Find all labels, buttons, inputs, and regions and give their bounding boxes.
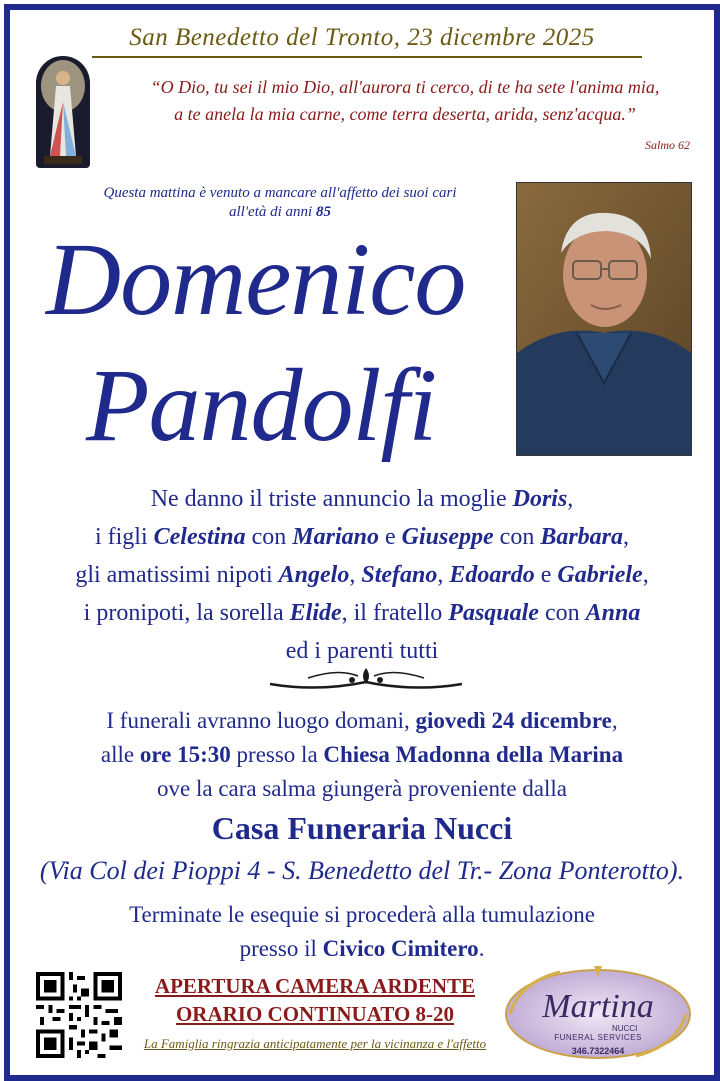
family-thanks: La Famiglia ringrazia anticipatamente per la vicinanza e l'affetto <box>143 1036 487 1051</box>
burial-details <box>10 898 714 966</box>
grandchild-name: Angelo <box>278 562 350 588</box>
intro-line-1: Questa mattina è venuto a mancare all'affetto dei suoi cari <box>103 185 457 201</box>
text: , <box>349 562 362 588</box>
header-rule <box>92 56 642 58</box>
church-name: Chiesa Madonna della Marina <box>323 742 624 767</box>
spouse-name: Mariano <box>292 524 380 550</box>
funeral-line-2 <box>10 738 714 772</box>
text: i figli <box>94 524 154 550</box>
text: presso il <box>239 936 323 961</box>
logo-services: FUNERAL SERVICES <box>554 1033 642 1042</box>
intro-age-prefix: all'età di anni <box>229 204 316 220</box>
funeral-details <box>10 704 714 806</box>
qr-code-icon[interactable] <box>36 972 122 1058</box>
text: con <box>493 524 541 550</box>
psalm-quote <box>110 74 700 128</box>
brother-name: Pasquale <box>448 600 539 626</box>
portrait-photo <box>516 182 692 456</box>
funeral-home-address: (Via Col dei Pioppi 4 - S. Benedetto del Tr.- Zona Ponterotto). <box>39 856 685 885</box>
quote-reference: Salmo 62 <box>645 138 690 152</box>
text: con <box>245 524 293 550</box>
spouse-name: Barbara <box>540 524 624 550</box>
grandchild-name: Gabriele <box>557 562 643 588</box>
funeral-home-name: Casa Funeraria Nucci <box>211 810 513 846</box>
funeral-time: ore 15:30 <box>139 742 231 767</box>
logo-name: Martina <box>542 988 654 1025</box>
divine-mercy-icon <box>36 56 90 168</box>
text: presso la <box>230 742 324 767</box>
text: , <box>623 524 630 550</box>
burial-line-2 <box>10 932 714 966</box>
child-name: Celestina <box>153 524 246 550</box>
viewing-line-1: APERTURA CAMERA ARDENTE <box>154 974 476 998</box>
text: alle <box>100 742 140 767</box>
quote-line-2: a te anela la mia carne, come terra deserta, arida, senz'acqua.” <box>174 104 636 124</box>
first-name: Domenico <box>46 222 466 337</box>
sister-name: Elide <box>289 600 342 626</box>
text: gli amatissimi nipoti <box>75 562 279 588</box>
text: , il fratello <box>341 600 449 626</box>
funeral-services-logo <box>500 962 696 1066</box>
text: , <box>642 562 649 588</box>
announcement-line-1 <box>10 480 714 518</box>
flourish-divider <box>268 664 464 698</box>
text: e <box>534 562 558 588</box>
viewing-line-2: ORARIO CONTINUATO 8-20 <box>175 1002 455 1026</box>
cemetery-name: Civico Cimitero <box>322 936 479 961</box>
funeral-line-1 <box>10 704 714 738</box>
sister-in-law-name: Anna <box>585 600 641 626</box>
child-name: Giuseppe <box>401 524 494 550</box>
funeral-line-3: ove la cara salma giungerà proveniente dalla <box>157 776 567 801</box>
grandchild-name: Edoardo <box>449 562 535 588</box>
grandchild-name: Stefano <box>361 562 438 588</box>
text: e <box>379 524 402 550</box>
announcement-line-5: ed i parenti tutti <box>285 638 439 664</box>
wife-name: Doris <box>512 486 568 512</box>
text: , <box>611 708 618 733</box>
text: Ne danno il triste annuncio la moglie <box>150 486 513 512</box>
funeral-date: giovedì 24 dicembre <box>415 708 612 733</box>
text: , <box>437 562 450 588</box>
burial-line-1: Terminate le esequie si procederà alla tumulazione <box>129 902 595 927</box>
text: i pronipoti, la sorella <box>83 600 290 626</box>
text: con <box>538 600 586 626</box>
announcement-line-3 <box>10 556 714 594</box>
viewing-hours <box>130 972 500 1028</box>
announcement-block <box>10 480 714 670</box>
last-name: Pandolfi <box>86 348 437 463</box>
announcement-line-2 <box>10 518 714 556</box>
obituary-notice <box>4 4 720 1081</box>
text: I funerali avranno luogo domani, <box>106 708 416 733</box>
text: . <box>478 936 485 961</box>
logo-phone: 346.7322464 <box>571 1046 625 1056</box>
text: , <box>567 486 574 512</box>
place-date: San Benedetto del Tronto, 23 dicembre 2025 <box>129 24 595 51</box>
intro-text <box>40 184 520 222</box>
logo-sub: NUCCI <box>612 1024 638 1033</box>
quote-line-1: “O Dio, tu sei il mio Dio, all'aurora ti cerco, di te ha sete l'anima mia, <box>150 77 660 97</box>
age-value: 85 <box>315 204 331 220</box>
announcement-line-4 <box>10 594 714 632</box>
